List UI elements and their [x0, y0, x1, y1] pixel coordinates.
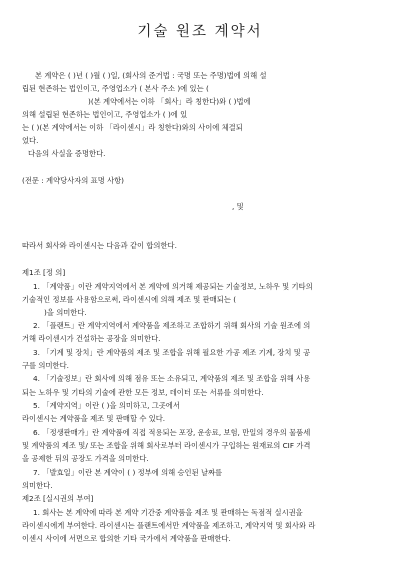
preamble-line-3: )(본 계약에서는 이하 「회사」라 칭한다)와 ( )법에: [88, 97, 251, 106]
preamble-line-1: 본 계약은 ( )년 ( )월 ( )일, (회사의 준거법 : 국명 또는 주명)법에 의해 설: [35, 71, 267, 80]
preamble-line-5: 는 ( )(본 계약에서는 이하 「라이센시」라 칭한다)와의 사이에 체결되: [22, 123, 243, 132]
preamble-line-4: 의해 설립된 현존하는 법인이고, 주영업소가 ( )에 있: [22, 110, 188, 119]
definition-4-line-2: 되는 노하우 및 기타의 기술에 관한 모든 정보, 데이터 또는 서류를 의미한다.: [22, 388, 264, 397]
article-2-heading: 제2조 [실시권의 부여]: [22, 494, 94, 503]
definition-4-line-1: 4. 「기술정보」란 회사에 의해 점유 또는 소유되고, 계약품의 제조 및 조합을 위해 사용: [33, 374, 311, 383]
definition-2-line-2: 거해 라이센시가 건설하는 공장을 의미한다.: [22, 334, 161, 343]
agreement-statement: 따라서 회사와 라이센시는 다음과 같이 합의한다.: [22, 241, 177, 250]
definition-6-line-1: 6. 「정생판매가」란 계약품에 직접 적용되는 포장, 운송료, 보험, 만일의 경우의 물품세: [33, 428, 311, 437]
definition-3-line-1: 3. 「기계 및 장치」란 계약품의 제조 및 조합을 위해 필요한 가공 제조 기계, 장치 및 공: [33, 348, 311, 357]
article-2-para-1-line-2: 라이센시에게 부여한다. 라이센시는 플랜트에서만 계약품을 제조하고, 계약지역 및 회사와 라: [22, 521, 316, 530]
definition-1-line-1: 1. 「계약품」이란 계약지역에서 본 계약에 의거해 제공되는 기술정보, 노하우 및 기타의: [33, 282, 313, 291]
definition-1-line-2: 기술적인 정보를 사용함으로써, 라이센시에 의해 제조 및 판매되는 (: [22, 295, 237, 304]
definition-7-line-2: 의미한다.: [22, 481, 53, 490]
recital-note: (전문 : 계약당사자의 표명 사항): [22, 176, 125, 185]
recital-and: , 및: [232, 202, 244, 211]
document-title: 기술 원조 계약서: [137, 24, 263, 40]
definition-1-line-3: )을 의미한다.: [44, 308, 87, 317]
definition-6-line-3: 을 공제한 뒤의 공장도 가격을 의미한다.: [22, 454, 149, 463]
definition-6-line-2: 및 계약품의 제조 및/ 또는 조합을 위해 회사로부터 라이센시가 구입하는 원재료의 CIF 가격: [22, 441, 311, 450]
preamble-line-2: 립된 현존하는 법인이고, 주영업소가 ( 본사 주소 )에 있는 (: [22, 84, 209, 93]
definition-3-line-2: 구를 의미한다.: [22, 361, 69, 370]
definition-7-line-1: 7. 「발효일」이란 본 계약이 ( ) 정부에 의해 승인된 날짜를: [33, 468, 223, 477]
preamble-line-7: 다음의 사실을 증명한다.: [28, 149, 106, 158]
definition-2-line-1: 2. 「플랜트」란 계약지역에서 계약품을 제조하고 조합하기 위해 회사의 기술 원조에 의: [33, 321, 311, 330]
article-1-heading: 제1조 [정 의]: [22, 268, 66, 277]
definition-5-line-2: 라이센시는 계약품을 제조 및 판매할 수 있다.: [22, 414, 166, 423]
definition-5-line-1: 5. 「계약지역」이란 ( )을 의미하고, 그곳에서: [33, 401, 180, 410]
article-2-para-1-line-1: 1. 회사는 본 계약에 따라 본 계약 기간중 계약품을 제조 및 판매하는 독점적 실시권을: [33, 508, 303, 517]
preamble-line-6: 었다.: [22, 136, 39, 145]
article-2-para-1-line-3: 이센시 사이에 서면으로 합의한 기타 국가에서 계약품을 판매한다.: [22, 534, 231, 543]
